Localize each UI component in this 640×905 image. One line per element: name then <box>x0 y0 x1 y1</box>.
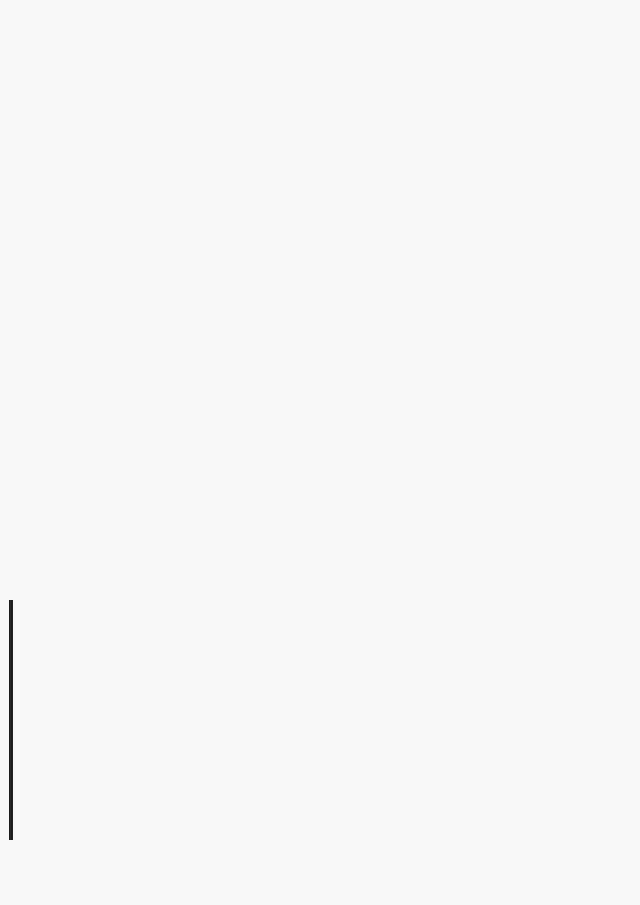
rotated-table-container <box>88 96 556 882</box>
binding-margin-line <box>9 600 13 840</box>
